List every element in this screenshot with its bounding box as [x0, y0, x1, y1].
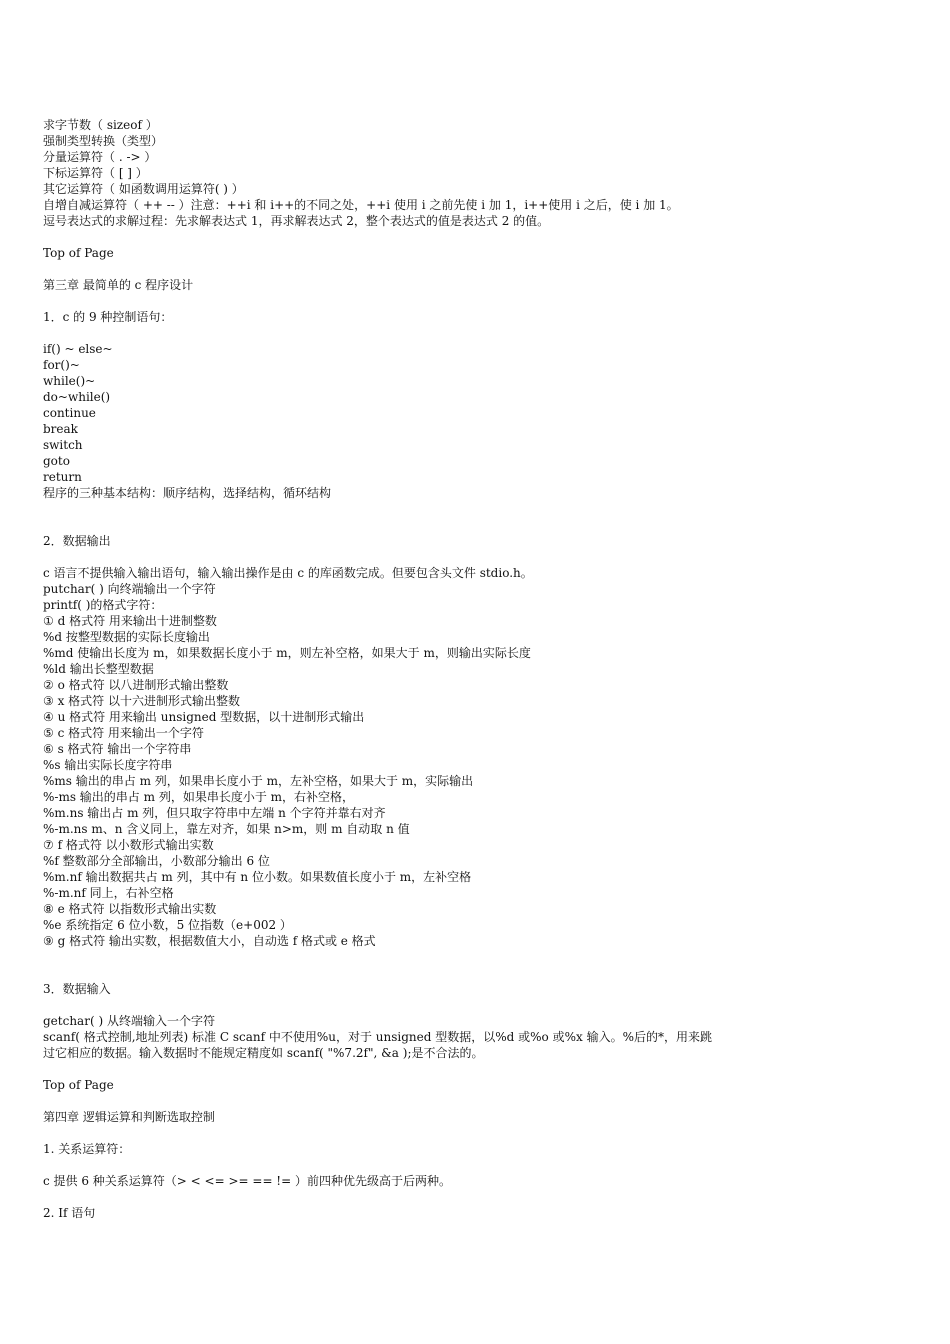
text-line: %m.nf 输出数据共占 m 列，其中有 n 位小数。如果数值长度小于 m，左补空格: [43, 870, 472, 884]
spacer: [43, 293, 923, 309]
text-line: 程序的三种基本结构：顺序结构，选择结构，循环结构: [43, 486, 332, 500]
text-line: %s 输出实际长度字符串: [43, 758, 173, 772]
spacer: [43, 1157, 923, 1173]
text-line: %-m.ns m、n 含义同上，靠左对齐，如果 n>m，则 m 自动取 n 值: [43, 822, 410, 836]
text-line: getchar( ) 从终端输入一个字符: [43, 1014, 215, 1028]
text-line: ⑤ c 格式符 用来输出一个字符: [43, 726, 204, 740]
text-line: 分量运算符（ . -> ）: [43, 150, 157, 164]
text-line: %f 整数部分全部输出，小数部分输出 6 位: [43, 854, 270, 868]
text-line: ⑧ e 格式符 以指数形式输出实数: [43, 902, 217, 916]
list-item: do~while(): [43, 390, 111, 404]
list-item: for()~: [43, 358, 80, 372]
spacer: [43, 997, 923, 1013]
spacer: [43, 1189, 923, 1205]
text-line: 求字节数（ sizeof ）: [43, 118, 158, 132]
text-line: %e 系统指定 6 位小数，5 位指数（e+002 ）: [43, 918, 292, 932]
list-item: break: [43, 422, 78, 436]
document-page: [43, 117, 923, 1221]
text-line: %ld 输出长整型数据: [43, 662, 154, 676]
input-section: [43, 1013, 923, 1061]
text-line: 下标运算符（ [ ] ）: [43, 166, 148, 180]
list-item: return: [43, 470, 82, 484]
text-line: putchar( ) 向终端输出一个字符: [43, 582, 216, 596]
chapter-4-title: 第四章 逻辑运算和判断选取控制: [43, 1110, 215, 1124]
text-line: c 语言不提供输入输出语句，输入输出操作是由 c 的库函数完成。但要包含头文件 stdio.h。: [43, 566, 533, 580]
text-line: ⑥ s 格式符 输出一个字符串: [43, 742, 192, 756]
text-line: %m.ns 输出占 m 列，但只取字符串中左端 n 个字符并靠右对齐: [43, 806, 386, 820]
text-line: ⑦ f 格式符 以小数形式输出实数: [43, 838, 214, 852]
spacer: [43, 949, 923, 981]
section-heading: 3．数据输入: [43, 982, 111, 996]
spacer: [43, 261, 923, 277]
text-line: printf( )的格式字符：: [43, 598, 163, 612]
text-line: ① d 格式符 用来输出十进制整数: [43, 614, 217, 628]
text-line: %-m.nf 同上，右补空格: [43, 886, 174, 900]
top-of-page-link[interactable]: Top of Page: [43, 1078, 114, 1092]
control-statement-list: [43, 341, 923, 485]
section-heading: 1. 关系运算符：: [43, 1142, 131, 1156]
spacer: [43, 549, 923, 565]
list-item: switch: [43, 438, 83, 452]
list-item: while()~: [43, 374, 96, 388]
section-heading: 2．数据输出: [43, 534, 111, 548]
text-line: %-ms 输出的串占 m 列，如果串长度小于 m，右补空格，: [43, 790, 355, 804]
spacer: [43, 1093, 923, 1109]
spacer: [43, 1125, 923, 1141]
text-line: 强制类型转换（类型）: [43, 134, 164, 148]
text-line: ③ x 格式符 以十六进制形式输出整数: [43, 694, 240, 708]
list-item: if() ~ else~: [43, 342, 113, 356]
spacer: [43, 325, 923, 341]
text-line: 自增自减运算符（ ++ -- ）注意：++i 和 i++的不同之处，++i 使用 i 之前先使 i 加 1，i++使用 i 之后，使 i 加 1。: [43, 198, 679, 212]
text-line: ⑨ g 格式符 输出实数，根据数值大小，自动选 f 格式或 e 格式: [43, 934, 376, 948]
spacer: [43, 229, 923, 245]
list-item: goto: [43, 454, 70, 468]
chapter-3-title: 第三章 最简单的 c 程序设计: [43, 278, 194, 292]
text-line: scanf( 格式控制,地址列表) 标准 C scanf 中不使用%u，对于 unsigned 型数据，以%d 或%o 或%x 输入。%后的*，用来跳: [43, 1030, 712, 1044]
text-line: 其它运算符（ 如函数调用运算符( ) ）: [43, 182, 244, 196]
text-line: 过它相应的数据。输入数据时不能规定精度如 scanf( "%7.2f", &a );是不合法的。: [43, 1046, 484, 1060]
list-item: continue: [43, 406, 96, 420]
section-heading: 2. If 语句: [43, 1206, 96, 1220]
text-line: ② o 格式符 以八进制形式输出整数: [43, 678, 229, 692]
text-line: %d 按整型数据的实际长度输出: [43, 630, 210, 644]
text-line: 逗号表达式的求解过程：先求解表达式 1，再求解表达式 2，整个表达式的值是表达式 2 的值。: [43, 214, 550, 228]
section-heading: 1．c 的 9 种控制语句：: [43, 310, 173, 324]
top-of-page-link[interactable]: Top of Page: [43, 246, 114, 260]
spacer: [43, 501, 923, 533]
operators-section: [43, 117, 923, 229]
text-line: ④ u 格式符 用来输出 unsigned 型数据，以十进制形式输出: [43, 710, 365, 724]
text-line: %ms 输出的串占 m 列，如果串长度小于 m，左补空格，如果大于 m，实际输出: [43, 774, 474, 788]
text-line: %md 使输出长度为 m，如果数据长度小于 m，则左补空格，如果大于 m，则输出实际长度: [43, 646, 531, 660]
output-section: [43, 565, 923, 949]
spacer: [43, 1061, 923, 1077]
text-line: c 提供 6 种关系运算符（> < <= >= == != ）前四种优先级高于后两种。: [43, 1174, 452, 1188]
